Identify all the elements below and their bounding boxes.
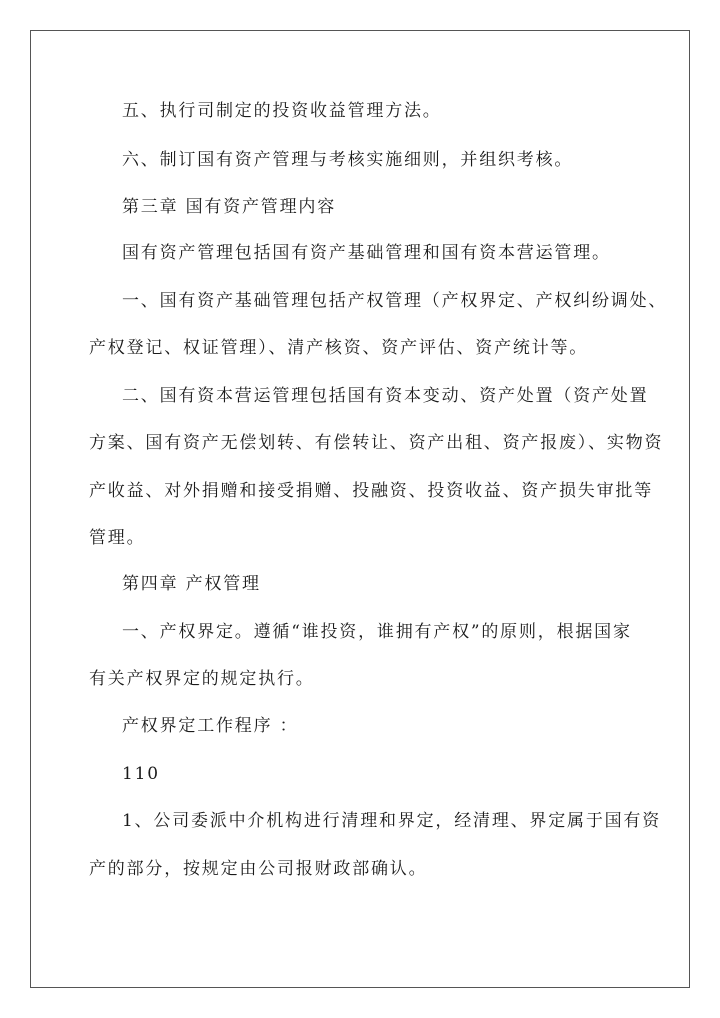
text-line: 管理。 <box>89 528 146 548</box>
text-line: 产收益、对外捐赠和接受捐赠、投融资、投资收益、资产损失审批等 <box>89 481 653 501</box>
text-line: 六、制订国有资产管理与考核实施细则，并组织考核。 <box>122 150 574 170</box>
text-line: 产权登记、权证管理）、清产核资、资产评估、资产统计等。 <box>89 338 589 358</box>
text-line: 有关产权界定的规定执行。 <box>89 669 315 689</box>
chapter-heading: 第四章 产权管理 <box>122 574 261 594</box>
page-number: 110 <box>122 764 160 784</box>
chapter-heading: 第三章 国有资产管理内容 <box>122 197 337 217</box>
page-border <box>30 30 690 988</box>
text-line: 一、产权界定。遵循“谁投资，谁拥有产权”的原则，根据国家 <box>122 622 632 642</box>
text-line: 1、公司委派中介机构进行清理和界定，经清理、界定属于国有资 <box>122 811 662 831</box>
text-line: 国有资产管理包括国有资产基础管理和国有资本营运管理。 <box>122 243 611 263</box>
text-line: 一、国有资产基础管理包括产权管理（产权界定、产权纠纷调处、 <box>122 291 668 311</box>
text-line: 产权界定工作程序 ： <box>122 716 299 736</box>
text-line: 五、执行司制定的投资收益管理方法。 <box>122 101 442 121</box>
text-line: 二、国有资本营运管理包括国有资本变动、资产处置（资产处置 <box>122 386 649 406</box>
text-line: 产的部分，按规定由公司报财政部确认。 <box>89 859 428 879</box>
text-line: 方案、国有资产无偿划转、有偿转让、资产出租、资产报废）、实物资 <box>89 433 664 453</box>
